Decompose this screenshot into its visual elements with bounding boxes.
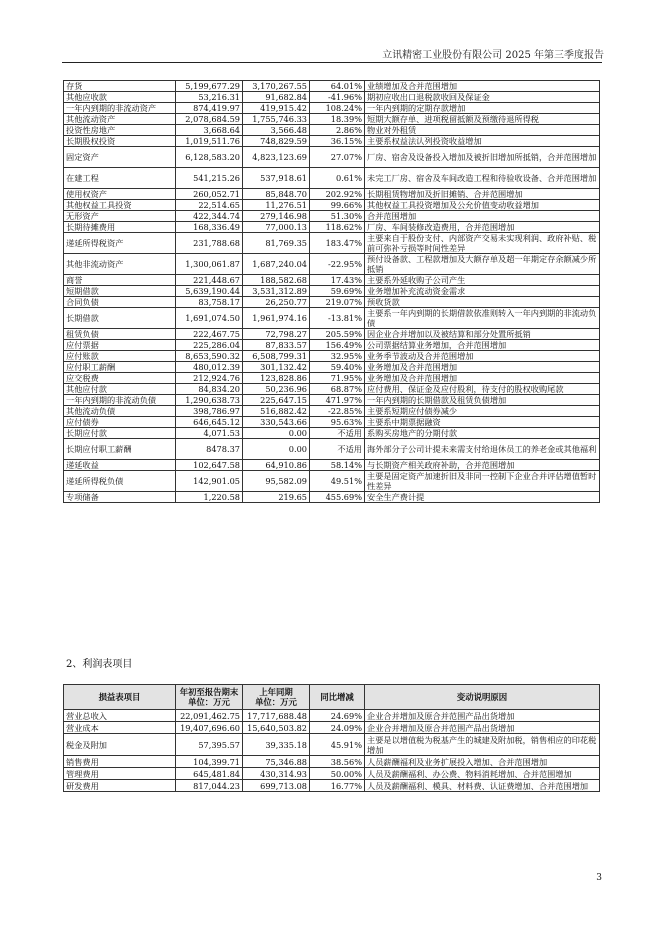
cell-current: 645,481.84 [176, 768, 243, 780]
cell-previous: 225,647.15 [243, 395, 310, 406]
table-row [64, 147, 600, 168]
cell-current: 104,399.71 [176, 756, 243, 768]
cell-change: 32.95% [310, 351, 365, 362]
cell-current: 57,395.57 [176, 734, 243, 756]
cell-reason: 主要是固定资产加速折旧及非同一控制下企业合并评估增值暂时性差异 [365, 471, 600, 492]
cell-item: 应付职工薪酬 [64, 362, 176, 373]
cell-reason: 厂房、宿舍及设备投入增加及被折旧增加所抵销，合并范围增加 [365, 147, 600, 168]
cell-reason: 短期大额存单、进项税留抵额及预缴待退所得税 [365, 114, 600, 125]
cell-previous: 15,640,503.82 [243, 722, 310, 734]
table-row [64, 189, 600, 200]
cell-current: 225,286.04 [176, 340, 243, 351]
header-previous [243, 685, 310, 710]
cell-change: 64.01% [310, 81, 365, 92]
cell-previous: 188,582.68 [243, 275, 310, 286]
cell-current: 541,215.26 [176, 168, 243, 189]
table-row [64, 768, 600, 780]
cell-previous: 219.65 [243, 492, 310, 503]
header-change: 同比增减 [310, 685, 365, 710]
table-row [64, 460, 600, 471]
table-row [64, 103, 600, 114]
cell-change: 50.00% [310, 768, 365, 780]
cell-previous: 81,769.35 [243, 233, 310, 254]
cell-current: 53,216.31 [176, 92, 243, 103]
report-header: 立讯精密工业股份有限公司 2025 年第三季度报告 [382, 50, 604, 61]
cell-reason: 一年内到期的长期借款及租赁负债增加 [365, 395, 600, 406]
cell-previous: 72,798.27 [243, 329, 310, 340]
cell-reason: 其他权益工具投资增加及公允价值变动收益增加 [365, 200, 600, 211]
table-row [64, 136, 600, 147]
cell-previous: 1,687,240.04 [243, 254, 310, 275]
cell-previous: 39,335.18 [243, 734, 310, 756]
balance-sheet-table [63, 80, 600, 503]
cell-reason: 长期租赁物增加及折旧摊销、合并范围增加 [365, 189, 600, 200]
cell-item: 使用权资产 [64, 189, 176, 200]
table-row [64, 211, 600, 222]
cell-previous: 75,346.88 [243, 756, 310, 768]
table-row [64, 81, 600, 92]
cell-current: 8478.37 [176, 439, 243, 460]
cell-change: 不适用 [310, 428, 365, 439]
cell-item: 长期借款 [64, 308, 176, 329]
cell-current: 817,044.23 [176, 780, 243, 792]
cell-item: 其他非流动资产 [64, 254, 176, 275]
cell-previous: 1,755,746.33 [243, 114, 310, 125]
cell-item: 其他应付款 [64, 384, 176, 395]
table-row [64, 329, 600, 340]
cell-item: 应交税费 [64, 373, 176, 384]
header-current [176, 685, 243, 710]
cell-item: 营业总收入 [64, 710, 176, 722]
cell-current: 212,924.76 [176, 373, 243, 384]
cell-change: 17.43% [310, 275, 365, 286]
cell-change: 99.66% [310, 200, 365, 211]
cell-reason: 主要系中期票据融资 [365, 417, 600, 428]
cell-item: 递延所得税负债 [64, 471, 176, 492]
cell-item: 营业成本 [64, 722, 176, 734]
cell-reason: 主要系一年内到期的长期借款依准则转入一年内到期的非流动负债 [365, 308, 600, 329]
cell-item: 存货 [64, 81, 176, 92]
cell-item: 长期应付职工薪酬 [64, 439, 176, 460]
cell-reason: 业务增加补充流动资金需求 [365, 286, 600, 297]
cell-item: 其他流动负债 [64, 406, 176, 417]
cell-change: 0.61% [310, 168, 365, 189]
cell-reason: 公司票据结算业务增加，合并范围增加 [365, 340, 600, 351]
cell-previous: 123,828.86 [243, 373, 310, 384]
cell-reason: 预付设备款、工程款增加及大额存单及超一年期定存余额减少所抵销 [365, 254, 600, 275]
income-statement-table [63, 684, 600, 792]
cell-item: 税金及附加 [64, 734, 176, 756]
cell-previous: 1,961,974.16 [243, 308, 310, 329]
cell-change: 不适用 [310, 439, 365, 460]
table-row [64, 168, 600, 189]
cell-current: 83,758.17 [176, 297, 243, 308]
cell-reason: 因企业合并增加以及被结算和部分处置所抵销 [365, 329, 600, 340]
cell-item: 其他应收款 [64, 92, 176, 103]
cell-reason: 预收货款 [365, 297, 600, 308]
cell-reason: 厂房、车间装修改造费用，合并范围增加 [365, 222, 600, 233]
cell-previous: 537,918.61 [243, 168, 310, 189]
cell-current: 874,419.97 [176, 103, 243, 114]
cell-reason: 业务增加及合并范围增加 [365, 362, 600, 373]
cell-current: 646,645.12 [176, 417, 243, 428]
cell-change: 202.92% [310, 189, 365, 200]
cell-previous: 85,848.70 [243, 189, 310, 200]
cell-item: 投资性房地产 [64, 125, 176, 136]
table-row [64, 297, 600, 308]
cell-item: 研发费用 [64, 780, 176, 792]
cell-current: 1,691,074.50 [176, 308, 243, 329]
cell-change: 45.91% [310, 734, 365, 756]
table-row [64, 340, 600, 351]
cell-change: 108.24% [310, 103, 365, 114]
cell-item: 短期借款 [64, 286, 176, 297]
cell-current: 422,344.74 [176, 211, 243, 222]
cell-change: 118.62% [310, 222, 365, 233]
cell-previous: 301,132.42 [243, 362, 310, 373]
header-rule [62, 62, 602, 63]
cell-reason: 未完工厂房、宿舍及车间改造工程和待验收设备、合并范围增加 [365, 168, 600, 189]
cell-previous: 17,717,688.48 [243, 710, 310, 722]
cell-reason: 业绩增加及合并范围增加 [365, 81, 600, 92]
table-row [64, 734, 600, 756]
cell-previous: 26,250.77 [243, 297, 310, 308]
cell-previous: 91,682.84 [243, 92, 310, 103]
cell-item: 专项储备 [64, 492, 176, 503]
cell-item: 一年内到期的非流动负债 [64, 395, 176, 406]
cell-reason: 与长期资产相关政府补助，合并范围增加 [365, 460, 600, 471]
cell-item: 商誉 [64, 275, 176, 286]
cell-change: 2.86% [310, 125, 365, 136]
table-row [64, 200, 600, 211]
cell-reason: 企业合并增加及原合并范围产品出货增加 [365, 710, 600, 722]
table-row [64, 428, 600, 439]
cell-reason: 主要来自于股份支付、内部资产交易未实现利润、政府补贴、税前可弥补亏损等时间性差异 [365, 233, 600, 254]
cell-current: 84,834.20 [176, 384, 243, 395]
cell-current: 398,786.97 [176, 406, 243, 417]
header-item: 损益表项目 [64, 685, 176, 710]
table-row [64, 275, 600, 286]
cell-item: 长期应付款 [64, 428, 176, 439]
cell-item: 销售费用 [64, 756, 176, 768]
table-row [64, 417, 600, 428]
cell-current: 22,091,462.75 [176, 710, 243, 722]
table-row [64, 362, 600, 373]
cell-current: 5,639,190.44 [176, 286, 243, 297]
cell-change: 205.59% [310, 329, 365, 340]
cell-previous: 430,314.93 [243, 768, 310, 780]
cell-change: 71.95% [310, 373, 365, 384]
cell-current: 3,668.64 [176, 125, 243, 136]
cell-reason: 合并范围增加 [365, 211, 600, 222]
cell-item: 无形资产 [64, 211, 176, 222]
cell-previous: 0.00 [243, 439, 310, 460]
section-title-income-statement: 2、利润表项目 [66, 659, 133, 670]
cell-change: -22.85% [310, 406, 365, 417]
table-row [64, 722, 600, 734]
cell-previous: 50,236.96 [243, 384, 310, 395]
cell-change: 183.47% [310, 233, 365, 254]
cell-item: 租赁负债 [64, 329, 176, 340]
cell-change: 24.69% [310, 710, 365, 722]
table-row [64, 351, 600, 362]
cell-current: 1,300,061.87 [176, 254, 243, 275]
cell-change: 58.14% [310, 460, 365, 471]
cell-previous: 95,582.09 [243, 471, 310, 492]
cell-current: 142,901.05 [176, 471, 243, 492]
cell-item: 其他流动资产 [64, 114, 176, 125]
cell-current: 6,128,583.20 [176, 147, 243, 168]
cell-item: 应付票据 [64, 340, 176, 351]
table-row [64, 125, 600, 136]
cell-change: 455.69% [310, 492, 365, 503]
table-row [64, 222, 600, 233]
table-row [64, 92, 600, 103]
cell-change: 59.69% [310, 286, 365, 297]
cell-reason: 应付费用、保证金及应付股利，待支付的股权收购尾款 [365, 384, 600, 395]
cell-change: 18.39% [310, 114, 365, 125]
table-row [64, 254, 600, 275]
cell-change: 16.77% [310, 780, 365, 792]
table-row [64, 114, 600, 125]
cell-previous: 6,508,799.31 [243, 351, 310, 362]
cell-reason: 系购买房地产的分期付款 [365, 428, 600, 439]
cell-reason: 主要系权益法认列投资收益增加 [365, 136, 600, 147]
cell-current: 1,220.58 [176, 492, 243, 503]
header-current-line1: 年初至报告期末 [179, 687, 239, 697]
cell-reason: 人员及薪酬福利、模具、材料费、认证费增加、合并范围增加 [365, 780, 600, 792]
cell-previous: 77,000.13 [243, 222, 310, 233]
cell-current: 2,078,684.59 [176, 114, 243, 125]
cell-change: 49.51% [310, 471, 365, 492]
header-previous-line2: 单位：万元 [255, 697, 297, 707]
cell-change: -13.81% [310, 308, 365, 329]
cell-change: 38.56% [310, 756, 365, 768]
header-reason: 变动说明原因 [365, 685, 600, 710]
table-row [64, 710, 600, 722]
cell-previous: 419,915.42 [243, 103, 310, 114]
table-row [64, 471, 600, 492]
page-number: 3 [596, 873, 602, 883]
cell-item: 在建工程 [64, 168, 176, 189]
cell-item: 长期待摊费用 [64, 222, 176, 233]
cell-change: -22.95% [310, 254, 365, 275]
cell-reason: 人员及薪酬福利、办公费、物料消耗增加、合并范围增加 [365, 768, 600, 780]
cell-current: 8,653,590.32 [176, 351, 243, 362]
cell-previous: 64,910.86 [243, 460, 310, 471]
cell-item: 管理费用 [64, 768, 176, 780]
cell-change: 24.09% [310, 722, 365, 734]
cell-reason: 人员薪酬福利及业务扩展投入增加、合并范围增加 [365, 756, 600, 768]
cell-previous: 87,833.57 [243, 340, 310, 351]
cell-item: 应付账款 [64, 351, 176, 362]
cell-item: 递延收益 [64, 460, 176, 471]
cell-item: 合同负债 [64, 297, 176, 308]
table-row [64, 286, 600, 297]
cell-reason: 主要是以增值税为税基产生的城建及附加税，销售相应的印花税增加 [365, 734, 600, 756]
cell-reason: 主要系短期应付债券减少 [365, 406, 600, 417]
cell-current: 168,336.49 [176, 222, 243, 233]
cell-reason: 企业合并增加及原合并范围产品出货增加 [365, 722, 600, 734]
cell-current: 19,407,696.60 [176, 722, 243, 734]
cell-reason: 海外部分子公司计提未来需支付给退休员工的养老金或其他福利 [365, 439, 600, 460]
cell-current: 1,019,511.76 [176, 136, 243, 147]
cell-previous: 279,146.98 [243, 211, 310, 222]
table-row [64, 395, 600, 406]
cell-current: 102,647.58 [176, 460, 243, 471]
header-current-line2: 单位：万元 [188, 697, 230, 707]
cell-previous: 0.00 [243, 428, 310, 439]
cell-current: 221,448.67 [176, 275, 243, 286]
cell-change: 36.15% [310, 136, 365, 147]
cell-current: 231,788.68 [176, 233, 243, 254]
cell-item: 其他权益工具投资 [64, 200, 176, 211]
cell-current: 5,199,677.29 [176, 81, 243, 92]
cell-item: 应付债券 [64, 417, 176, 428]
table-row [64, 308, 600, 329]
cell-reason: 业务增加及合并范围增加 [365, 373, 600, 384]
table-row [64, 439, 600, 460]
cell-reason: 物业对外租赁 [365, 125, 600, 136]
table-row [64, 384, 600, 395]
cell-previous: 516,882.42 [243, 406, 310, 417]
cell-reason: 一年内到期的定期存款增加 [365, 103, 600, 114]
cell-current: 1,290,638.73 [176, 395, 243, 406]
cell-previous: 330,543.66 [243, 417, 310, 428]
cell-change: -41.96% [310, 92, 365, 103]
table-row [64, 373, 600, 384]
cell-item: 固定资产 [64, 147, 176, 168]
cell-item: 递延所得税资产 [64, 233, 176, 254]
table-row [64, 780, 600, 792]
cell-reason: 期初应收出口退税款收回及保证金 [365, 92, 600, 103]
table-row [64, 406, 600, 417]
cell-previous: 748,829.59 [243, 136, 310, 147]
cell-current: 4,071.53 [176, 428, 243, 439]
table-row [64, 233, 600, 254]
cell-reason: 主要系外延收购子公司产生 [365, 275, 600, 286]
cell-change: 51.30% [310, 211, 365, 222]
cell-change: 95.63% [310, 417, 365, 428]
cell-change: 27.07% [310, 147, 365, 168]
cell-current: 222,467.75 [176, 329, 243, 340]
table-row [64, 492, 600, 503]
cell-change: 59.40% [310, 362, 365, 373]
cell-previous: 3,170,267.55 [243, 81, 310, 92]
table-row [64, 756, 600, 768]
cell-item: 一年内到期的非流动资产 [64, 103, 176, 114]
cell-previous: 3,566.48 [243, 125, 310, 136]
cell-reason: 业务季节波动及合并范围增加 [365, 351, 600, 362]
cell-change: 68.87% [310, 384, 365, 395]
cell-change: 219.07% [310, 297, 365, 308]
cell-item: 长期股权投资 [64, 136, 176, 147]
table-header-row [64, 685, 600, 710]
cell-previous: 11,276.51 [243, 200, 310, 211]
cell-current: 260,052.71 [176, 189, 243, 200]
cell-current: 22,514.65 [176, 200, 243, 211]
cell-previous: 3,531,312.89 [243, 286, 310, 297]
cell-reason: 安全生产费计提 [365, 492, 600, 503]
cell-previous: 699,713.08 [243, 780, 310, 792]
cell-change: 156.49% [310, 340, 365, 351]
header-previous-line1: 上年同期 [259, 687, 293, 697]
cell-previous: 4,823,123.69 [243, 147, 310, 168]
cell-current: 480,012.39 [176, 362, 243, 373]
cell-change: 471.97% [310, 395, 365, 406]
